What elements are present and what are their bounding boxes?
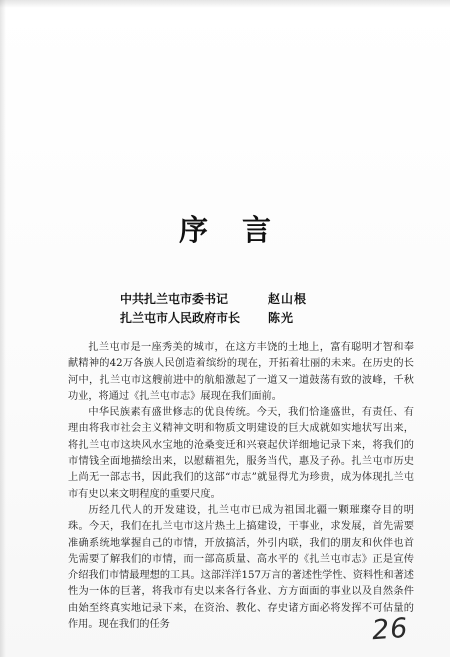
handwritten-page-number: 26: [370, 612, 410, 647]
scan-shadow-left: [0, 0, 6, 657]
signature-block: [120, 290, 307, 328]
signature-name: 赵山根: [268, 292, 308, 306]
signature-name: 陈光: [268, 311, 295, 325]
signature-position: 中共扎兰屯市委书记: [120, 292, 229, 306]
signature-line: [120, 290, 307, 309]
page-title: 序言: [178, 213, 305, 247]
paragraph: 扎兰屯市是一座秀美的城市，在这方丰饶的土地上，富有聪明才智和奉献精神的42万各族人民创造着缤纷的现在，开拓着壮丽的未来。在历史的长河中，扎兰屯市这艘前进中的航船激起了一道又一道鼓荡有致的波峰，千秋功业，将通过《扎兰屯市志》展现在我们面前。: [68, 342, 414, 402]
signature-line: [120, 309, 307, 328]
signature-position: 扎兰屯市人民政府市长: [120, 311, 241, 325]
paragraph: 历经几代人的开发建设，扎兰屯市已成为祖国北疆一颗璀璨夺目的明珠。今天，我们在扎兰屯市这片热土上搞建设，干事业，求发展，首先需要准确系统地掌握自己的市情，开放搞活，外引内联，我们的朋友和伙伴也首先需要了解我们的市情，而一部高质量、高水平的《扎兰屯市志》正是宣传介绍我们市情最理想的工具。这部洋洋157万言的著述性学性、资料性和著述性为一体的巨著，将我市有史以来各行各业、方方面面的事业以及自然条件由始至终真实地记录下来，在资治、教化、存史诸方面必将发挥不可估量的作用。现在我们的任务: [68, 504, 414, 631]
scan-shadow-top: [0, 0, 450, 8]
paragraph: 中华民族素有盛世修志的优良传统。今天，我们恰逢盛世，有责任、有理由将我市社会主义精神文明和物质文明建设的巨大成就如实地状写出来，将扎兰屯市这块风水宝地的沧桑变迁和兴衰起伏详细地记录下来，将我们的市情钱全面地描绘出来，以慰藉祖先，服务当代，惠及子孙。扎兰屯市历史上尚无一部志书，因此我们的这部“市志”就显得尤为珍贵，成为体现扎兰屯市有史以来文明程度的重要尺度。: [68, 407, 414, 500]
body-text: [68, 340, 414, 633]
